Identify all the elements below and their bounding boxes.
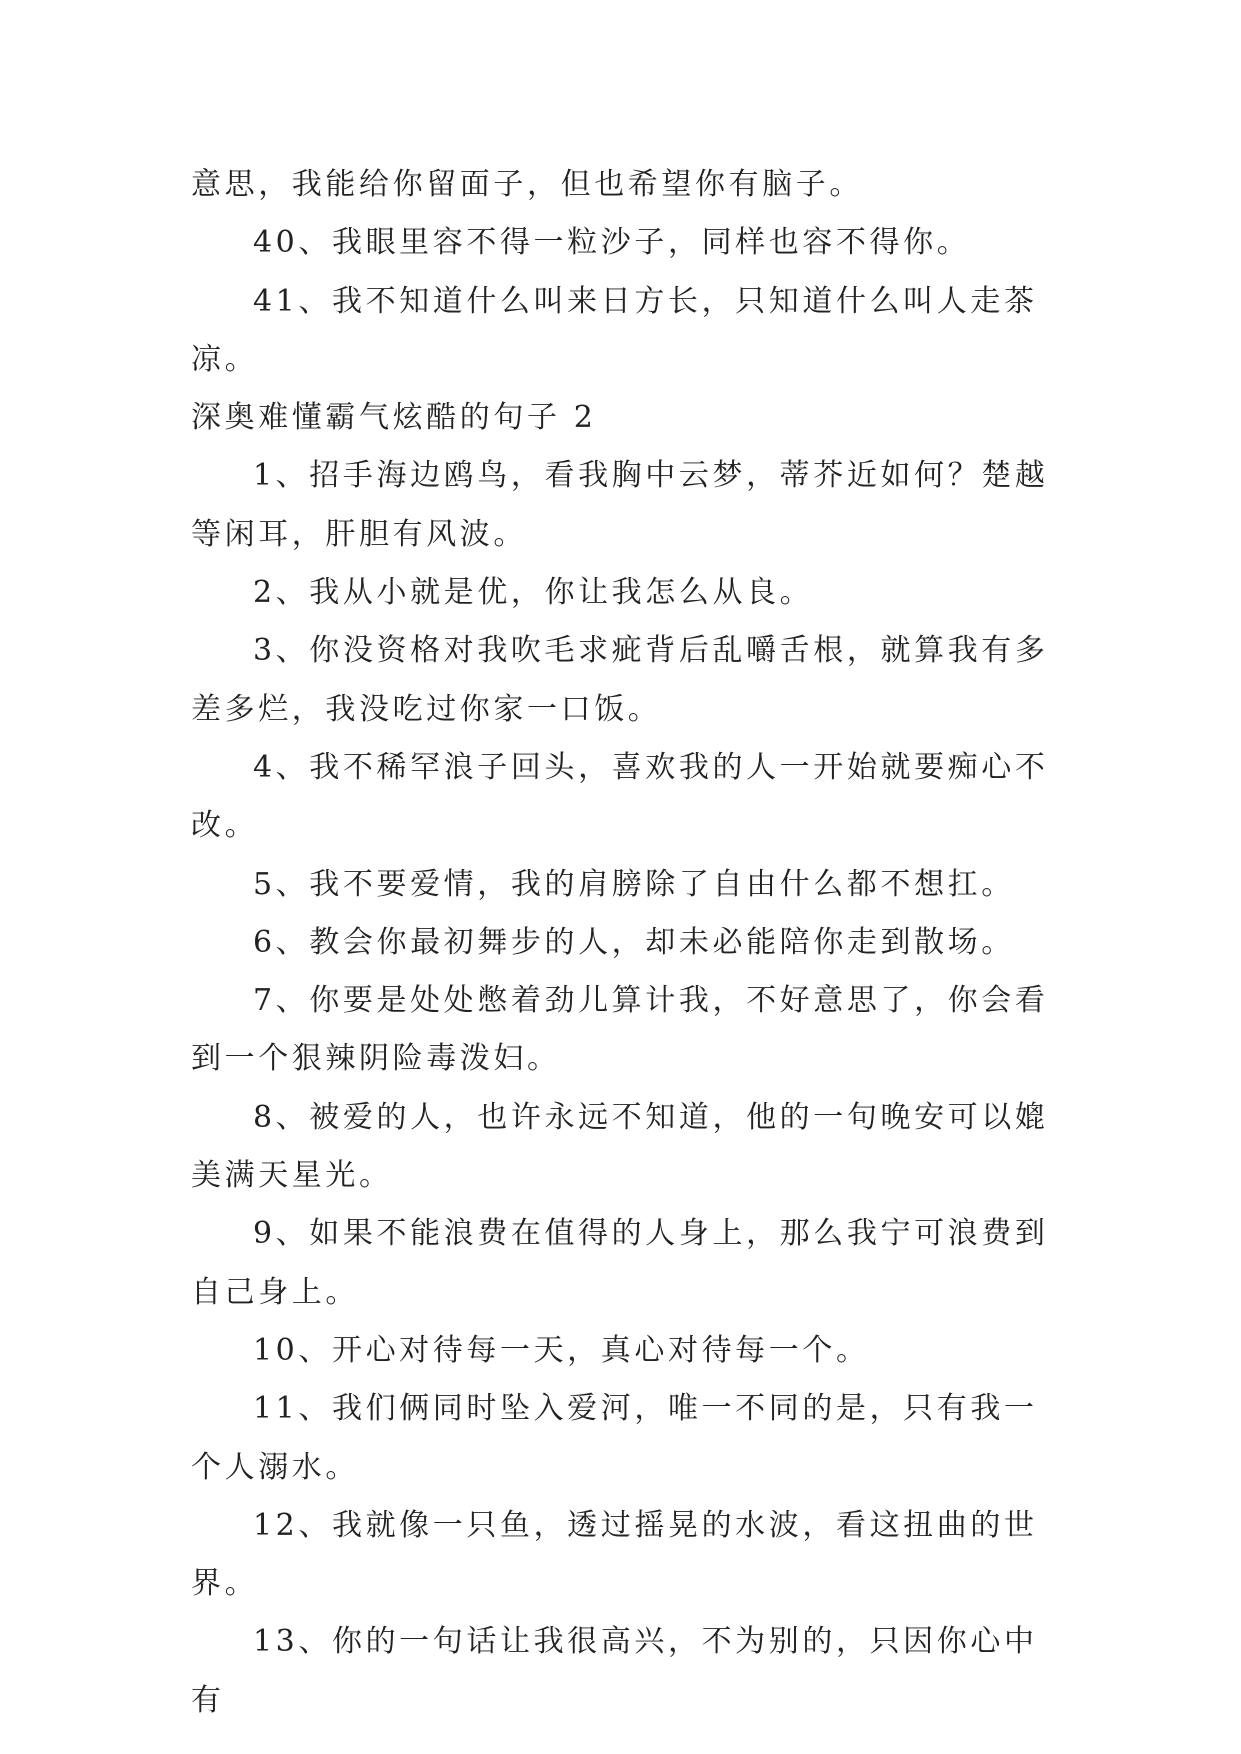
text-column: [191, 156, 1056, 1730]
paragraph-item-10: 10、开心对待每一天，真心对待每一个。: [253, 1332, 870, 1368]
paragraph-item-3: 3、你没资格对我吹毛求疵背后乱嚼舌根，就算我有多差多烂，我没吃过你家一口饭。: [191, 633, 1049, 727]
paragraph-item-13: 13、你的一句话让我很高兴，不为别的，只因你心中有: [191, 1624, 1038, 1718]
paragraph-item-5: 5、我不要爱情，我的肩膀除了自由什么都不想扛。: [253, 866, 1015, 902]
paragraph-item-4: 4、我不稀罕浪子回头，喜欢我的人一开始就要痴心不改。: [191, 749, 1049, 844]
paragraph-item-40: 40、我眼里容不得一粒沙子，同样也容不得你。: [253, 225, 971, 261]
paragraph-item-7: 7、你要是处处憋着劲儿算计我，不好意思了，你会看到一个狠辣阴险毒泼妇。: [191, 983, 1049, 1077]
paragraph-item-6: 6、教会你最初舞步的人，却未必能陪你走到散场。: [253, 924, 1015, 960]
section-heading: 深奥难懂霸气炫酷的句子 2: [191, 400, 597, 436]
paragraph-item-1: 1、招手海边鸥鸟，看我胸中云梦，蒂芥近如何？楚越等闲耳，肝胆有风波。: [191, 458, 1049, 552]
paragraph-item-9: 9、如果不能浪费在值得的人身上，那么我宁可浪费到自己身上。: [191, 1216, 1049, 1310]
paragraph-item-12: 12、我就像一只鱼，透过摇晃的水波，看这扭曲的世界。: [191, 1507, 1038, 1602]
paragraph-item-2: 2、我从小就是优，你让我怎么从良。: [253, 575, 814, 611]
paragraph-continuation: 意思，我能给你留面子，但也希望你有脑子。: [191, 167, 863, 202]
paragraph-item-41: 41、我不知道什么叫来日方长，只知道什么叫人走茶凉。: [191, 283, 1038, 377]
paragraph-item-8: 8、被爱的人，也许永远不知道，他的一句晚安可以媲美满天星光。: [191, 1099, 1049, 1194]
paragraph-item-11: 11、我们俩同时坠入爱河，唯一不同的是，只有我一个人溺水。: [191, 1391, 1038, 1485]
